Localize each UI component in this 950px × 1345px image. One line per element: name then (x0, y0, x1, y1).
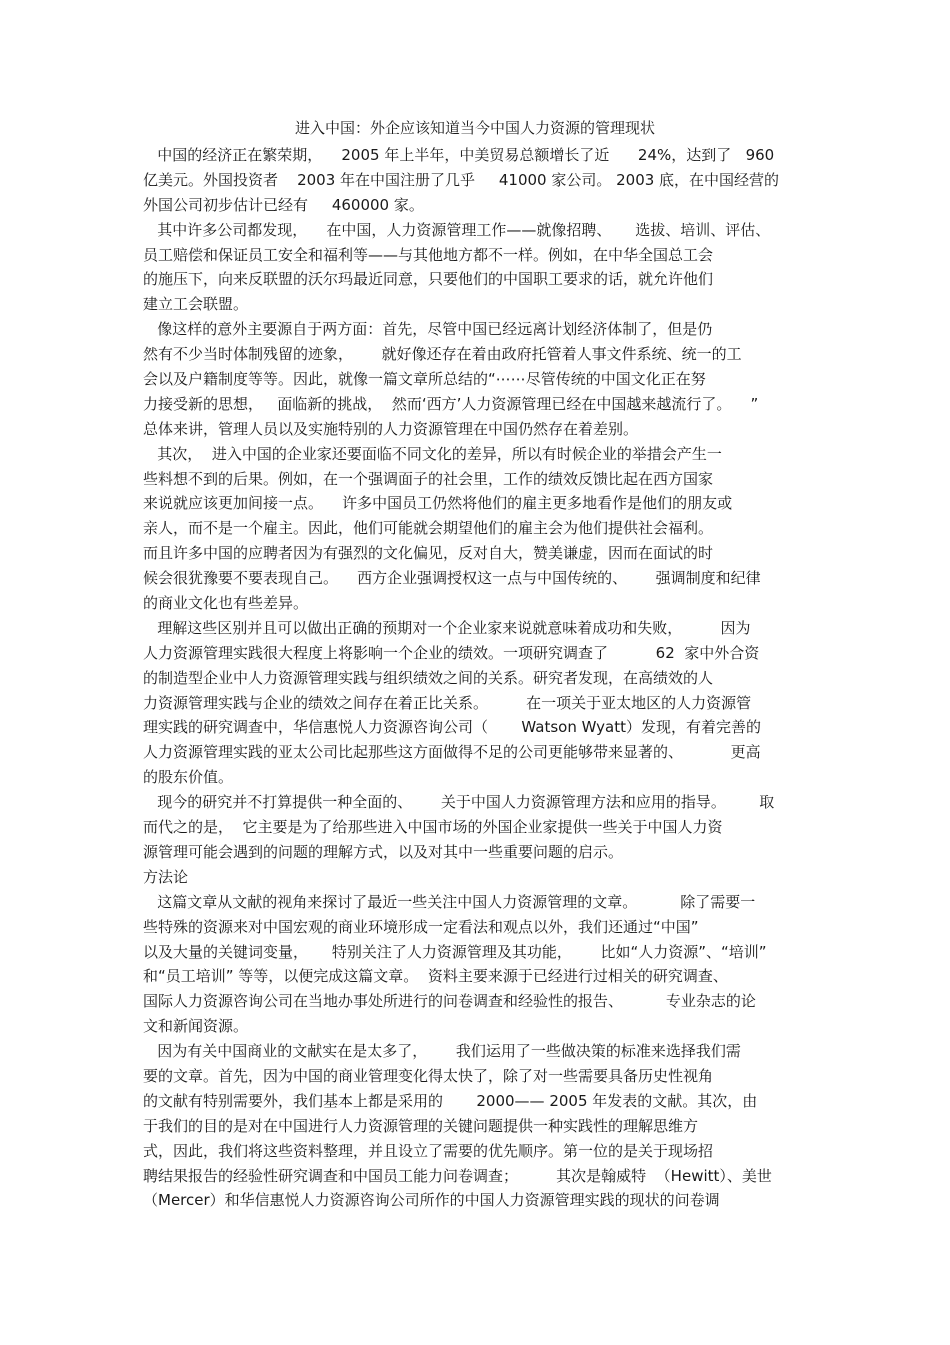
text-line: （Mercer）和华信惠悦人力资源咨询公司所作的中国人力资源管理实践的现状的问卷调 (143, 1191, 720, 1210)
text-line: 的施压下，向来反联盟的沃尔玛最近同意，只要他们的中国职工要求的话，就允许他们 (143, 270, 714, 289)
text-line: 的商业文化也有些差异。 (143, 594, 309, 613)
text-line: 要的文章。首先，因为中国的商业管理变化得太快了，除了对一些需要具备历史性视角 (143, 1066, 714, 1085)
document-title: 进入中国：外企应该知道当今中国人力资源的管理现状 (294, 119, 655, 137)
text-line: 的文献有特别需要外，我们基本上都是采用的 2000—— 2005 年发表的文献。其次，由 (143, 1091, 758, 1110)
text-line: 人力资源管理实践的亚太公司比起那些这方面做得不足的公司更能够带来显著的、 更高 (143, 743, 761, 762)
text-line: 国际人力资源咨询公司在当地办事处所进行的问卷调查和经验性的报告、 专业杂志的论 (143, 992, 756, 1011)
text-line: 以及大量的关键词变量， 特别关注了人力资源管理及其功能， 比如“人力资源”、“培训” (143, 942, 767, 961)
text-line: 然有不少当时体制残留的迹象， 就好像还存在着由政府托管着人事文件系统、统一的工 (143, 345, 742, 364)
text-line: 式，因此，我们将这些资料整理，并且设立了需要的优先顺序。第一位的是关于现场招 (143, 1141, 714, 1160)
text-line: 建立工会联盟。 (143, 295, 249, 314)
text-line: 亲人，而不是一个雇主。因此，他们可能就会期望他们的雇主会为他们提供社会福利。 (143, 519, 714, 538)
text-line: 会以及户籍制度等等。因此，就像一篇文章所总结的“⋯⋯尽管传统的中国文化正在努 (143, 370, 706, 389)
text-line: 聘结果报告的经验性研究调查和中国员工能力问卷调查； 其次是翰威特 （Hewitt）、美世 (143, 1166, 772, 1185)
text-line: 文和新闻资源。 (143, 1017, 249, 1036)
text-line: 外国公司初步估计已经有 460000 家。 (143, 195, 424, 214)
text-line: 些料想不到的后果。例如，在一个强调面子的社会里，工作的绩效反馈比起在西方国家 (143, 469, 714, 488)
text-line: 亿美元。外国投资者 2003 年在中国注册了几乎 41000 家公司。 2003 底，在中国经营的 (143, 170, 780, 189)
text-line: 员工赔偿和保证员工安全和福利等——与其他地方都不一样。例如，在中华全国总工会 (143, 245, 714, 264)
text-line: 力资源管理实践与企业的绩效之间存在着正比关系。 在一项关于亚太地区的人力资源管 (143, 693, 752, 712)
text-line: 力接受新的思想， 面临新的挑战， 然而‘西方’人力资源管理已经在中国越来越流行了。 ” (143, 394, 759, 413)
text-line: 的制造型企业中人力资源管理实践与组织绩效之间的关系。研究者发现，在高绩效的人 (143, 668, 714, 687)
text-line: 和“员工培训” 等等，以便完成这篇文章。 资料主要来源于已经进行过相关的研究调查、 (143, 967, 728, 986)
text-line: 理实践的研究调查中，华信惠悦人力资源咨询公司（ Watson Wyatt）发现，有着完善的 (143, 718, 761, 737)
text-line: 人力资源管理实践很大程度上将影响一个企业的绩效。一项研究调查了 62 家中外合资 (143, 643, 760, 662)
text-line: 而代之的是， 它主要是为了给那些进入中国市场的外国企业家提供一些关于中国人力资 (143, 818, 723, 837)
text-line: 因为有关中国商业的文献实在是太多了， 我们运用了一些做决策的标准来选择我们需 (143, 1042, 741, 1061)
text-line: 中国的经济正在繁荣期， 2005 年上半年，中美贸易总额增长了近 24%，达到了 960 (143, 146, 775, 164)
text-line: 的股东价值。 (143, 768, 234, 787)
section-heading: 方法论 (143, 867, 189, 886)
text-line: 而且许多中国的应聘者因为有强烈的文化偏见，反对自大，赞美谦虚，因而在面试的时 (143, 544, 714, 563)
text-line: 总体来讲，管理人员以及实施特别的人力资源管理在中国仍然存在着差别。 (143, 419, 639, 438)
text-line: 其次， 进入中国的企业家还要面临不同文化的差异，所以有时候企业的举措会产生一 (143, 444, 722, 463)
document-body (143, 143, 813, 1213)
text-line: 些特殊的资源来对中国宏观的商业环境形成一定看法和观点以外，我们还通过“中国” (143, 917, 699, 936)
text-line: 来说就应该更加间接一点。 许多中国员工仍然将他们的雇主更多地看作是他们的朋友或 (143, 494, 733, 513)
text-line: 源管理可能会遇到的问题的理解方式，以及对其中一些重要问题的启示。 (143, 842, 624, 861)
text-line: 像这样的意外主要源自于两方面：首先，尽管中国已经远离计划经济体制了，但是仍 (143, 320, 713, 339)
text-line: 候会很犹豫要不要表现自己。 西方企业强调授权这一点与中国传统的、 强调制度和纪律 (143, 569, 761, 588)
text-line: 理解这些区别并且可以做出正确的预期对一个企业家来说就意味着成功和失败， 因为 (143, 618, 751, 637)
text-line: 这篇文章从文献的视角来探讨了最近一些关注中国人力资源管理的文章。 除了需要一 (143, 892, 756, 911)
text-line: 其中许多公司都发现， 在中国，人力资源管理工作——就像招聘、 选拔、培训、评估、 (143, 220, 771, 239)
text-line: 于我们的目的是对在中国进行人力资源管理的关键问题提供一种实践性的理解思维方 (143, 1116, 699, 1135)
text-line: 现今的研究并不打算提供一种全面的、 关于中国人力资源管理方法和应用的指导。 取 (143, 793, 775, 812)
